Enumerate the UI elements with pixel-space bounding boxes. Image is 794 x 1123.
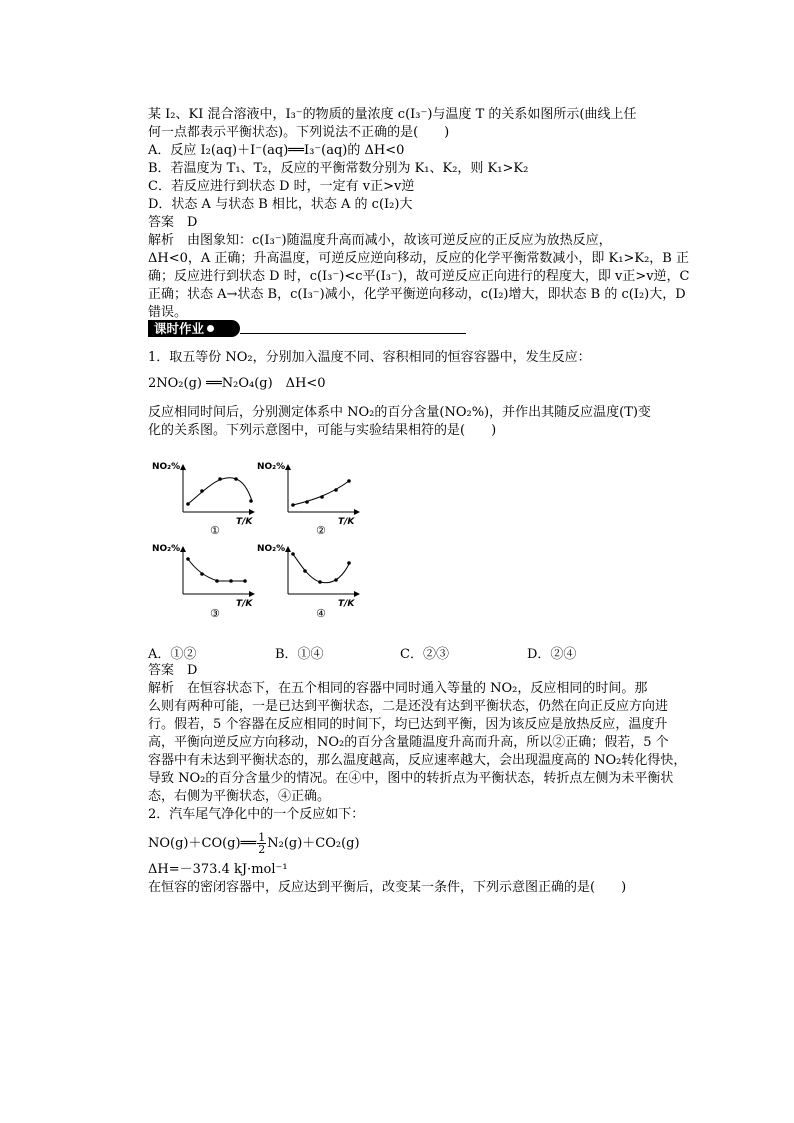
q1-explanation-line3: 行。假若，5 个容器在反应相同的时间下，均已达到平衡，因为该反应是放热反应，温度升 xyxy=(148,717,668,732)
q2-equation xyxy=(148,832,360,855)
bullet-icon xyxy=(207,325,214,332)
q2-fraction xyxy=(257,832,266,855)
chart-2-ylabel: NO₂% xyxy=(257,462,286,472)
chart-3 xyxy=(152,544,254,620)
chart-1-label: ① xyxy=(210,524,220,537)
q0-option-c: C．若反应进行到状态 D 时，一定有 v正>v逆 xyxy=(148,179,415,194)
section-title-tag xyxy=(148,320,240,337)
chart-3-xlabel: T/K xyxy=(236,599,253,609)
q2-stem-line1: 2．汽车尾气净化中的一个反应如下： xyxy=(148,807,365,822)
q2-equation-right: N₂(g)＋CO₂(g) xyxy=(267,836,360,851)
q1-option-c: C．②③ xyxy=(400,647,449,662)
q1-option-a: A．①② xyxy=(148,647,197,662)
q0-stem-line2: 何一点都表示平衡状态)。下列说法不正确的是( ) xyxy=(148,125,450,140)
q1-stem-line1: 1．取五等份 NO₂，分别加入温度不同、容积相同的恒容容器中，发生反应： xyxy=(148,350,591,365)
q0-stem-line1: 某 I₂、KI 混合溶液中，I₃⁻的物质的量浓度 c(I₃⁻)与温度 T 的关系如图所示(曲线上任 xyxy=(148,107,637,122)
section-divider xyxy=(240,333,466,334)
chart-2-xlabel: T/K xyxy=(338,517,355,527)
q1-explanation-line4: 高，平衡向逆反应方向移动，NO₂的百分含量随温度升高而升高，所以②正确；假若，5 个 xyxy=(148,735,669,750)
q2-fraction-num: 1 xyxy=(258,831,266,844)
q1-answer: 答案 D xyxy=(148,663,198,678)
chart-2 xyxy=(257,462,359,537)
q1-option-b: B．①④ xyxy=(275,647,324,662)
q2-delta-h: ΔH=－373.4 kJ·mol⁻¹ xyxy=(148,862,288,877)
chart-3-label: ③ xyxy=(210,607,220,620)
q1-option-d: D．②④ xyxy=(527,647,577,662)
section-header xyxy=(148,320,466,338)
chart-1-ylabel: NO₂% xyxy=(152,462,181,472)
chart-4-label: ④ xyxy=(316,607,326,620)
chart-4-ylabel: NO₂% xyxy=(257,544,286,554)
q1-explanation-line1: 解析 在恒容状态下，在五个相同的容器中同时通入等量的 NO₂，反应相同的时间。那 xyxy=(148,681,648,696)
q1-explanation-line7: 态，右侧为平衡状态，④正确。 xyxy=(148,789,331,804)
q1-charts-svg xyxy=(150,455,365,625)
chart-3-ylabel: NO₂% xyxy=(152,544,181,554)
q2-fraction-den: 2 xyxy=(258,843,266,856)
q0-explanation-line3: 确；反应进行到状态 D 时，c(I₃⁻)<c平(I₃⁻)，故可逆反应正向进行的程度大，即 v正>v逆，C xyxy=(148,269,690,284)
q2-stem-line2: 在恒容的密闭容器中，反应达到平衡后，改变某一条件，下列示意图正确的是( ) xyxy=(148,880,627,895)
q0-option-d: D．状态 A 与状态 B 相比，状态 A 的 c(I₂)大 xyxy=(148,197,413,212)
chart-1-xlabel: T/K xyxy=(236,517,253,527)
chart-4-xlabel: T/K xyxy=(338,599,355,609)
q1-stem-line3: 化的关系图。下列示意图中，可能与实验结果相符的是( ) xyxy=(148,423,497,438)
q0-explanation-line4: 正确；状态 A→状态 B，c(I₃⁻)减小，化学平衡逆向移动，c(I₂)增大，即状态 B 的 c(I₂)大，D xyxy=(148,287,686,302)
q0-explanation-line2: ΔH<0，A 正确；升高温度，可逆反应逆向移动，反应的化学平衡常数减小，即 K₁>K₂，B 正 xyxy=(148,251,689,266)
q1-explanation-line5: 容器中有未达到平衡状态的，那么温度越高，反应速率越大，会出现温度高的 NO₂转化得快， xyxy=(148,753,687,768)
chart-2-label: ② xyxy=(316,524,326,537)
chart-4 xyxy=(257,544,359,620)
q1-equation: 2NO₂(g) ══N₂O₄(g) ΔH<0 xyxy=(148,376,326,391)
chart-1 xyxy=(152,462,254,537)
q0-explanation-line1: 解析 由图象知：c(I₃⁻)随温度升高而减小，故该可逆反应的正反应为放热反应， xyxy=(148,233,612,248)
q1-chart-grid xyxy=(150,455,365,625)
section-title: 课时作业 xyxy=(154,321,205,336)
q2-equation-left: NO(g)＋CO(g)══ xyxy=(148,836,257,851)
q0-explanation-line5: 错误。 xyxy=(148,305,188,320)
q0-option-b: B．若温度为 T₁、T₂，反应的平衡常数分别为 K₁、K₂，则 K₁>K₂ xyxy=(148,161,529,176)
q0-option-a: A．反应 I₂(aq)＋I⁻(aq)══I₃⁻(aq)的 ΔH<0 xyxy=(148,143,405,158)
q1-explanation-line6: 导致 NO₂的百分含量少的情况。在④中，图中的转折点为平衡状态，转折点左侧为未平衡状 xyxy=(148,771,674,786)
q1-explanation-line2: 么则有两种可能，一是已达到平衡状态，二是还没有达到平衡状态，仍然在向正反应方向进 xyxy=(148,699,669,714)
q0-answer: 答案 D xyxy=(148,215,198,230)
q1-stem-line2: 反应相同时间后，分别测定体系中 NO₂的百分含量(NO₂%)，并作出其随反应温度(T)变 xyxy=(148,405,651,420)
